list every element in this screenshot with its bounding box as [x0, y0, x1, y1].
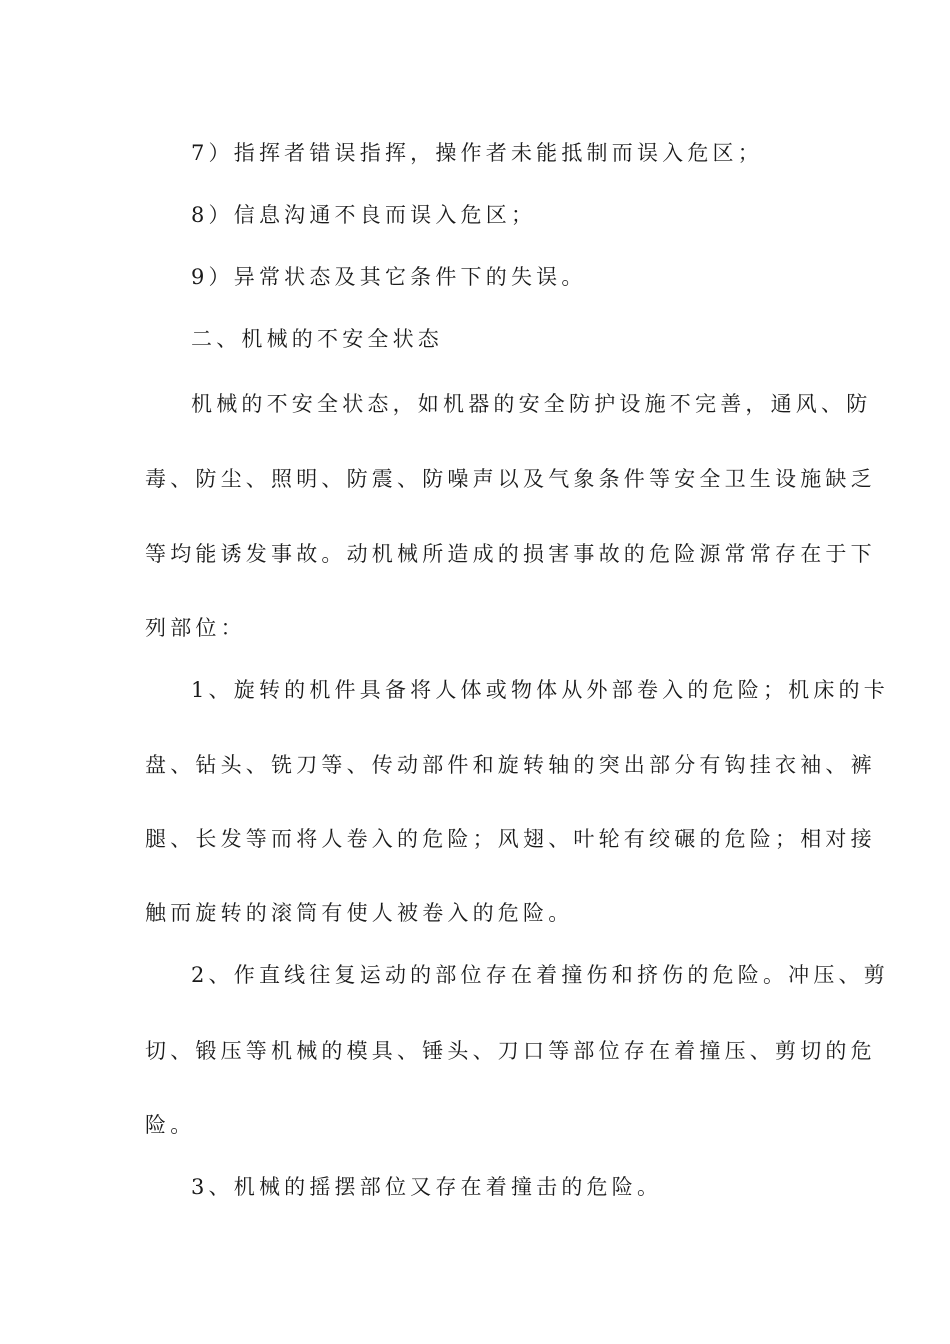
list-item-7: 7）指挥者错误指挥，操作者未能抵制而误入危区； [191, 141, 763, 165]
paragraph-line: 触而旋转的滚筒有使人被卷入的危险。 [145, 901, 574, 925]
paragraph-line: 腿、长发等而将人卷入的危险；风翅、叶轮有绞碾的危险；相对接 [145, 827, 876, 851]
list-item-9: 9）异常状态及其它条件下的失误。 [191, 265, 587, 289]
paragraph-line: 列部位： [145, 616, 246, 640]
paragraph-line: 毒、防尘、照明、防震、防噪声以及气象条件等安全卫生设施缺乏 [145, 467, 876, 491]
paragraph-line: 等均能诱发事故。动机械所造成的损害事故的危险源常常存在于下 [145, 542, 876, 566]
list-item-8: 8）信息沟通不良而误入危区； [191, 203, 537, 227]
paragraph-line: 盘、钻头、铣刀等、传动部件和旋转轴的突出部分有钩挂衣袖、裤 [145, 753, 876, 777]
paragraph-line: 机械的不安全状态，如机器的安全防护设施不完善，通风、防 [191, 392, 872, 416]
paragraph-line: 2、作直线往复运动的部位存在着撞伤和挤伤的危险。冲压、剪 [191, 963, 889, 987]
section-heading: 二、机械的不安全状态 [191, 327, 443, 351]
paragraph-line: 1、旋转的机件具备将人体或物体从外部卷入的危险；机床的卡 [191, 678, 889, 702]
paragraph-line: 3、机械的摇摆部位又存在着撞击的危险。 [191, 1175, 663, 1199]
paragraph-line: 险。 [145, 1113, 196, 1137]
paragraph-line: 切、锻压等机械的模具、锤头、刀口等部位存在着撞压、剪切的危 [145, 1039, 876, 1063]
